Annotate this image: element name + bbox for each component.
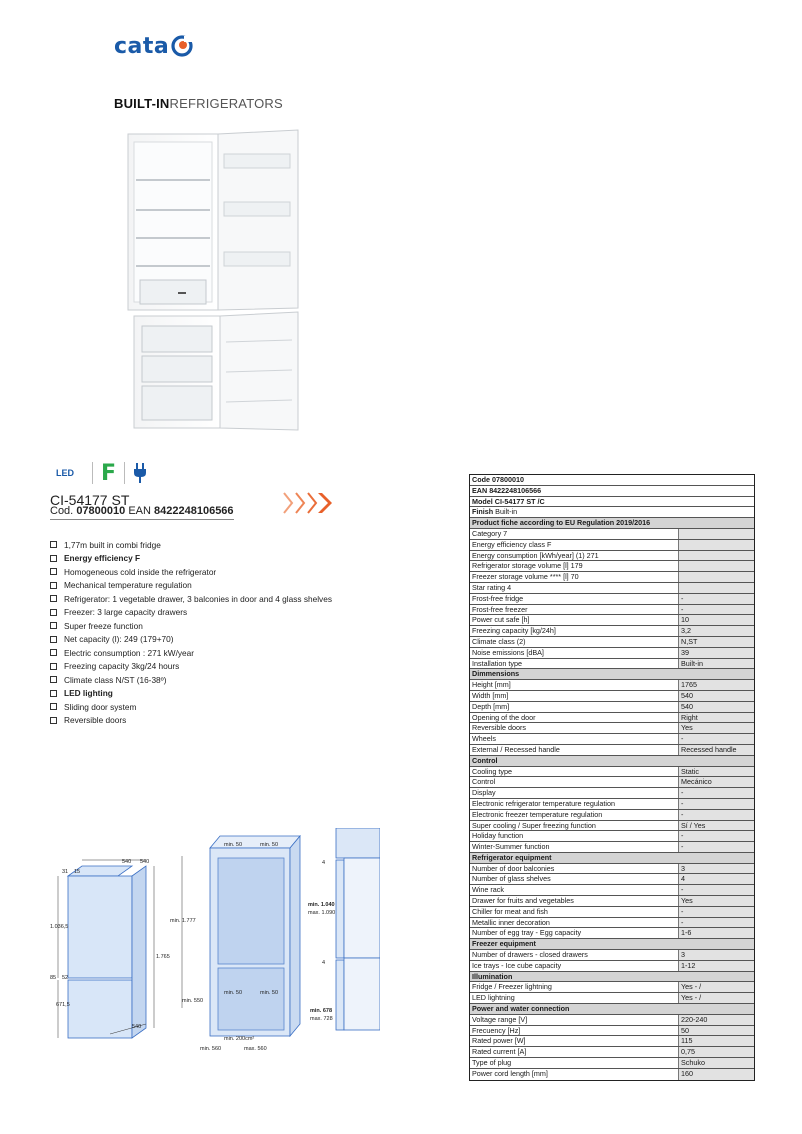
dim-31: 31 [62, 869, 69, 875]
spec-section-header [470, 1004, 754, 1015]
feature-item [50, 646, 332, 660]
fridge-photo [120, 120, 310, 450]
spec-row [470, 788, 754, 799]
niche-min-50-c: min. 50 [224, 990, 243, 996]
spec-label: Freezing capacity [kg/24h] [472, 626, 556, 636]
spec-value: Schuko [678, 1058, 754, 1068]
spec-row [470, 713, 754, 724]
checkbox-icon [50, 555, 57, 562]
spec-value: 3 [678, 864, 754, 874]
spec-row [470, 831, 754, 842]
spec-label: Super cooling / Super freezing function [472, 820, 596, 830]
spec-label: Installation type [472, 658, 522, 668]
spec-value: Yes [678, 723, 754, 733]
spec-section-title: Power and water connection [472, 1004, 570, 1014]
feature-item [50, 687, 332, 701]
spec-value: - [678, 918, 754, 928]
spec-label: Fridge / Freezer lightning [472, 982, 552, 992]
spec-id-value: CI-54177 ST /C [494, 496, 545, 506]
spec-label: Freezer storage volume **** [l] 70 [472, 572, 579, 582]
title-bold: BUILT-IN [114, 96, 170, 111]
spec-label: Electronic refrigerator temperature regulation [472, 798, 616, 808]
spec-row [470, 561, 754, 572]
checkbox-icon [50, 649, 57, 656]
spec-label: Reversible doors [472, 723, 526, 733]
spec-value [678, 551, 754, 561]
spec-row [470, 810, 754, 821]
spec-row [470, 1015, 754, 1026]
dim-1765: 1.765 [156, 954, 170, 960]
side-min-1040: min. 1.040 [308, 902, 335, 908]
feature-item [50, 538, 332, 552]
spec-row [470, 529, 754, 540]
checkbox-icon [50, 703, 57, 710]
feature-text: Electric consumption : 271 kW/year [64, 647, 195, 658]
feature-item [50, 606, 332, 620]
spec-value [678, 583, 754, 593]
spec-value [678, 540, 754, 550]
spec-row [470, 842, 754, 853]
spec-label: Depth [mm] [472, 701, 510, 711]
spec-label: Electronic freezer temperature regulation [472, 809, 603, 819]
spec-id-label: Model [472, 496, 493, 506]
spec-row [470, 745, 754, 756]
spec-label: Frecuency [Hz] [472, 1025, 521, 1035]
dim-1036: 1.036,5 [50, 924, 69, 930]
feature-badges [56, 460, 147, 486]
spec-row [470, 1047, 754, 1058]
feature-list [50, 538, 332, 727]
spec-value: 50 [678, 1026, 754, 1036]
spec-value: Yes - / [678, 982, 754, 992]
spec-value: - [678, 799, 754, 809]
spec-label: External / Recessed handle [472, 744, 560, 754]
spec-label: Energy consumption [kWh/year] (1) 271 [472, 550, 599, 560]
spec-row [470, 702, 754, 713]
spec-value: - [678, 788, 754, 798]
checkbox-icon [50, 622, 57, 629]
spec-value: - [678, 594, 754, 604]
spec-row [470, 1026, 754, 1037]
brand-name: cata [114, 34, 170, 59]
spec-value: 3 [678, 950, 754, 960]
spec-value: Built-in [678, 659, 754, 669]
spec-row [470, 734, 754, 745]
plug-icon [133, 463, 147, 483]
feature-text: Reversible doors [64, 715, 127, 726]
checkbox-icon [50, 676, 57, 683]
spec-section-header [470, 669, 754, 680]
spec-section-title: Product fiche according to EU Regulation 2019/2016 [472, 518, 651, 528]
spec-label: Star rating 4 [472, 582, 512, 592]
spec-section-title: Control [472, 755, 498, 765]
chevrons-icon [282, 490, 332, 516]
spec-value: 3,2 [678, 626, 754, 636]
spec-id-value: 8422248106566 [489, 485, 542, 495]
spec-label: Number of drawers - closed drawers [472, 950, 588, 960]
spec-label: Number of egg tray - Egg capacity [472, 928, 582, 938]
spec-label: Winter-Summer function [472, 842, 550, 852]
title-light: REFRIGERATORS [169, 96, 283, 111]
spec-label: Noise emissions [dBA] [472, 647, 544, 657]
ean-value: 8422248106566 [154, 505, 234, 517]
niche-min-1777: min. 1.777 [170, 918, 196, 924]
spec-value: Right [678, 713, 754, 723]
feature-text: Refrigerator: 1 vegetable drawer, 3 balconies in door and 4 glass shelves [64, 593, 332, 604]
spec-id-row [470, 507, 754, 518]
spec-label: Chiller for meat and fish [472, 906, 548, 916]
spec-id-value: 07800010 [491, 475, 524, 484]
spec-value: - [678, 885, 754, 895]
spec-value: Static [678, 767, 754, 777]
spec-label: LED lightning [472, 993, 515, 1003]
spec-id-row [470, 497, 754, 508]
feature-item [50, 673, 332, 687]
spec-row [470, 982, 754, 993]
spec-label: Frost-free freezer [472, 604, 528, 614]
spec-value: - [678, 605, 754, 615]
spec-section-header [470, 518, 754, 529]
spec-label: Cooling type [472, 766, 512, 776]
spec-section-title: Refrigerator equipment [472, 852, 552, 862]
spec-value: 0,75 [678, 1047, 754, 1057]
feature-item [50, 633, 332, 647]
spec-value: Recessed handle [678, 745, 754, 755]
brand-logo [114, 34, 193, 59]
spec-row [470, 777, 754, 788]
spec-value: 115 [678, 1036, 754, 1046]
dim-85: 85 [50, 975, 57, 981]
feature-item [50, 660, 332, 674]
checkbox-icon [50, 609, 57, 616]
checkbox-icon [50, 595, 57, 602]
dim-671: 671,5 [56, 1002, 70, 1008]
dim-52: 52 [62, 975, 69, 981]
feature-text: Net capacity (l): 249 (179+70) [64, 634, 174, 645]
spec-row [470, 583, 754, 594]
side-min-678: min. 678 [310, 1008, 333, 1014]
side-4-a: 4 [322, 860, 326, 866]
divider [124, 462, 125, 484]
spec-section-title: Freezer equipment [472, 939, 536, 949]
spec-label: Holiday function [472, 831, 524, 841]
feature-item [50, 552, 332, 566]
spec-label: Number of glass shelves [472, 874, 551, 884]
feature-text: Energy efficiency F [64, 553, 141, 564]
spec-value: 10 [678, 615, 754, 625]
niche-min-50-d: min. 50 [260, 990, 279, 996]
spec-row [470, 961, 754, 972]
checkbox-icon [50, 582, 57, 589]
spec-id-value: Built-in [495, 507, 518, 517]
spec-label: Power cord length [mm] [472, 1068, 548, 1078]
cata-swirl-icon [171, 35, 193, 57]
niche-max-560: max. 560 [244, 1046, 267, 1052]
spec-row [470, 1058, 754, 1069]
spec-value: 1-6 [678, 928, 754, 938]
spec-value: 540 [678, 691, 754, 701]
spec-label: Rated power [W] [472, 1036, 526, 1046]
installation-drawing [50, 828, 380, 1063]
checkbox-icon [50, 541, 57, 548]
spec-value: 39 [678, 648, 754, 658]
spec-value: Yes [678, 896, 754, 906]
page-title [114, 96, 283, 111]
spec-row [470, 1036, 754, 1047]
feature-text: Freezer: 3 large capacity drawers [64, 607, 188, 618]
spec-table [469, 474, 755, 1081]
spec-row [470, 626, 754, 637]
feature-text: LED lighting [64, 688, 113, 699]
niche-min-50-b: min. 50 [260, 842, 279, 848]
spec-row [470, 821, 754, 832]
spec-row [470, 723, 754, 734]
ean-label: EAN [128, 505, 151, 517]
spec-row [470, 993, 754, 1004]
spec-id-label: EAN [472, 485, 488, 495]
spec-section-title: Dimmensions [472, 669, 520, 679]
feature-text: Homogeneous cold inside the refrigerator [64, 566, 217, 577]
spec-label: Ice trays - Ice cube capacity [472, 960, 562, 970]
spec-value: Yes - / [678, 993, 754, 1003]
spec-value: 1765 [678, 680, 754, 690]
spec-row [470, 605, 754, 616]
spec-section-header [470, 939, 754, 950]
feature-text: Climate class N/ST (16-38º) [64, 674, 167, 685]
spec-row [470, 918, 754, 929]
spec-row [470, 885, 754, 896]
spec-row [470, 551, 754, 562]
feature-item [50, 700, 332, 714]
spec-label: Type of plug [472, 1058, 512, 1068]
spec-section-header [470, 972, 754, 983]
spec-label: Opening of the door [472, 712, 536, 722]
spec-row [470, 615, 754, 626]
spec-section-header [470, 756, 754, 767]
led-badge: LED [56, 468, 74, 478]
checkbox-icon [50, 636, 57, 643]
checkbox-icon [50, 690, 57, 697]
spec-value: 540 [678, 702, 754, 712]
spec-id-label: Finish [472, 507, 494, 517]
spec-value [678, 561, 754, 571]
spec-value: - [678, 810, 754, 820]
checkbox-icon [50, 717, 57, 724]
niche-min-50-a: min. 50 [224, 842, 243, 848]
spec-label: Voltage range [V] [472, 1014, 528, 1024]
cod-label: Cod. [50, 505, 74, 517]
spec-row [470, 928, 754, 939]
spec-row [470, 896, 754, 907]
spec-row [470, 648, 754, 659]
feature-text: Mechanical temperature regulation [64, 580, 192, 591]
spec-row [470, 767, 754, 778]
spec-label: Category 7 [472, 528, 508, 538]
spec-row [470, 680, 754, 691]
dim-540-b: 540 [140, 859, 150, 865]
checkbox-icon [50, 663, 57, 670]
side-max-728: max. 728 [310, 1016, 333, 1022]
spec-row [470, 1069, 754, 1080]
feature-item [50, 619, 332, 633]
model-codes [50, 505, 234, 520]
spec-row [470, 864, 754, 875]
niche-min-200cm2: min. 200cm² [224, 1036, 255, 1042]
niche-min-550: min. 550 [182, 998, 204, 1004]
spec-label: Wheels [472, 734, 496, 744]
spec-label: Width [mm] [472, 690, 509, 700]
spec-label: Climate class (2) [472, 636, 526, 646]
spec-value: N,ST [678, 637, 754, 647]
spec-value: - [678, 734, 754, 744]
spec-label: Power cut safe [h] [472, 615, 530, 625]
checkbox-icon [50, 568, 57, 575]
model-name: CI-54177 ST [50, 492, 130, 508]
spec-label: Display [472, 788, 496, 798]
spec-value: 4 [678, 874, 754, 884]
spec-id-label: Code [472, 475, 490, 484]
spec-row [470, 907, 754, 918]
side-max-1090: max. 1.090 [308, 910, 336, 916]
energy-class-badge: F [101, 460, 117, 486]
feature-item [50, 592, 332, 606]
spec-row [470, 540, 754, 551]
dim-540-c: 540 [132, 1024, 142, 1030]
spec-value [678, 529, 754, 539]
feature-item [50, 579, 332, 593]
spec-value: 1-12 [678, 961, 754, 971]
niche-min-560: min. 560 [200, 1046, 222, 1052]
divider [92, 462, 93, 484]
spec-row [470, 874, 754, 885]
spec-value: 160 [678, 1069, 754, 1080]
feature-item [50, 565, 332, 579]
feature-text: Sliding door system [64, 701, 137, 712]
spec-value: - [678, 907, 754, 917]
spec-label: Energy efficiency class F [472, 539, 552, 549]
spec-value: Mecánico [678, 777, 754, 787]
spec-row [470, 659, 754, 670]
spec-row [470, 950, 754, 961]
spec-value: - [678, 842, 754, 852]
spec-value: 220-240 [678, 1015, 754, 1025]
side-4-b: 4 [322, 960, 326, 966]
spec-label: Control [472, 777, 496, 787]
spec-row [470, 637, 754, 648]
spec-value [678, 572, 754, 582]
spec-label: Frost-free fridge [472, 593, 524, 603]
feature-text: Super freeze function [64, 620, 143, 631]
feature-item [50, 714, 332, 728]
spec-label: Metallic inner decoration [472, 917, 550, 927]
spec-row [470, 799, 754, 810]
dim-540-a: 540 [122, 859, 132, 865]
spec-id-row [470, 475, 754, 486]
feature-text: 1,77m built in combi fridge [64, 539, 161, 550]
spec-label: Wine rack [472, 885, 504, 895]
spec-value: - [678, 831, 754, 841]
spec-label: Rated current [A] [472, 1047, 527, 1057]
cod-value: 07800010 [76, 505, 126, 517]
dim-15: 15 [74, 869, 81, 875]
spec-row [470, 572, 754, 583]
spec-section-title: Illumination [472, 971, 513, 981]
spec-section-header [470, 853, 754, 864]
spec-row [470, 594, 754, 605]
spec-id-row [470, 486, 754, 497]
spec-label: Number of door balconies [472, 863, 555, 873]
spec-value: Sí / Yes [678, 821, 754, 831]
spec-label: Height [mm] [472, 680, 511, 690]
feature-text: Freezing capacity 3kg/24 hours [64, 661, 180, 672]
spec-row [470, 691, 754, 702]
spec-label: Drawer for fruits and vegetables [472, 896, 574, 906]
spec-label: Refrigerator storage volume [l] 179 [472, 561, 583, 571]
